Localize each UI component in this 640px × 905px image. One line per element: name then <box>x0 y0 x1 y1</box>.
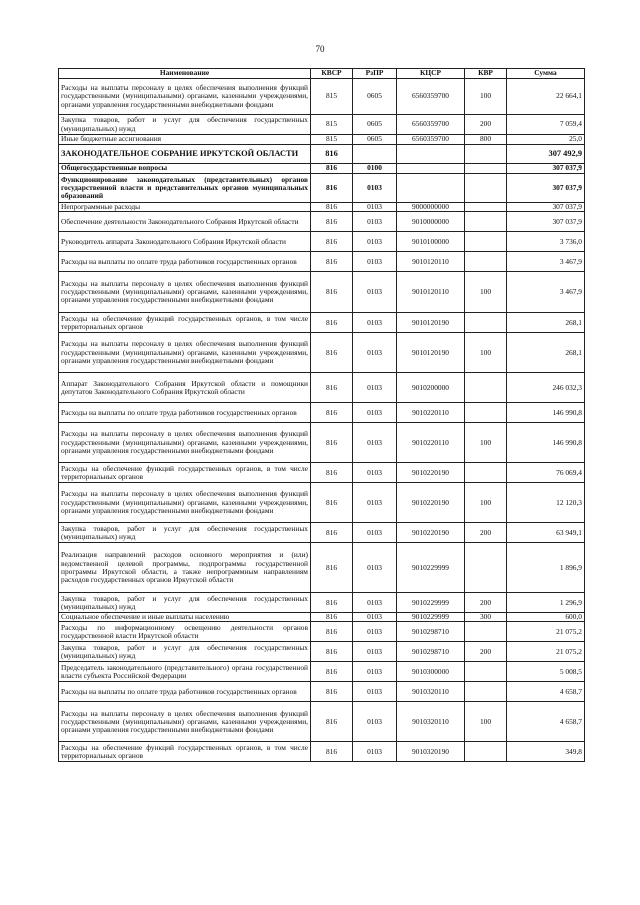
cell-kvsr: 816 <box>311 333 353 373</box>
cell-name: Общегосударственные вопросы <box>59 164 311 174</box>
cell-name: Закупка товаров, работ и услуг для обеспечения государственных (муниципальных) нужд <box>59 115 311 135</box>
cell-rzpr: 0103 <box>353 543 397 593</box>
cell-kvr <box>465 212 507 232</box>
cell-kvr: 100 <box>465 272 507 313</box>
cell-kvr <box>465 403 507 423</box>
cell-kcsr: 9010298710 <box>397 642 465 662</box>
table-row <box>59 313 585 333</box>
cell-kvsr: 816 <box>311 593 353 613</box>
cell-kvsr: 816 <box>311 164 353 174</box>
cell-sum: 63 949,1 <box>507 523 585 543</box>
cell-kvsr: 816 <box>311 232 353 252</box>
cell-sum: 3 736,0 <box>507 232 585 252</box>
cell-kvr <box>465 203 507 212</box>
table-row <box>59 272 585 313</box>
table-row <box>59 79 585 115</box>
cell-name: Закупка товаров, работ и услуг для обеспечения государственных (муниципальных) нужд <box>59 523 311 543</box>
cell-name: Расходы на выплаты персоналу в целях обеспечения выполнения функций государственными (муниципальными) органами, казенными учреждениями, органами управления государственными внебюджетными фондами <box>59 423 311 463</box>
cell-kvsr: 816 <box>311 212 353 232</box>
cell-kcsr: 9000000000 <box>397 203 465 212</box>
cell-sum: 307 037,9 <box>507 164 585 174</box>
table-row <box>59 483 585 523</box>
table-header-row <box>59 69 585 79</box>
table-row <box>59 463 585 483</box>
cell-name: Расходы по информационному освещению деятельности органов государственной власти Иркутской области <box>59 622 311 642</box>
cell-sum: 76 069,4 <box>507 463 585 483</box>
cell-name: Расходы на обеспечение функций государственных органов, в том числе территориальных органов <box>59 463 311 483</box>
cell-kcsr: 9010120190 <box>397 333 465 373</box>
table-row <box>59 613 585 622</box>
cell-kcsr: 6560359700 <box>397 79 465 115</box>
cell-sum: 268,1 <box>507 333 585 373</box>
cell-rzpr: 0103 <box>353 203 397 212</box>
cell-name: Иные бюджетные ассигнования <box>59 135 311 145</box>
cell-rzpr: 0103 <box>353 483 397 523</box>
cell-kvr <box>465 252 507 272</box>
cell-sum: 307 037,9 <box>507 203 585 212</box>
table-row <box>59 232 585 252</box>
cell-name: ЗАКОНОДАТЕЛЬНОЕ СОБРАНИЕ ИРКУТСКОЙ ОБЛАСТИ <box>59 145 311 164</box>
table-row <box>59 403 585 423</box>
cell-kvr: 100 <box>465 423 507 463</box>
table-row <box>59 164 585 174</box>
cell-kvr: 100 <box>465 483 507 523</box>
cell-rzpr: 0103 <box>353 373 397 403</box>
table-row <box>59 662 585 682</box>
table-row <box>59 642 585 662</box>
header-name: Наименование <box>59 69 311 79</box>
header-kvsr: КВСР <box>311 69 353 79</box>
cell-rzpr: 0103 <box>353 313 397 333</box>
cell-sum: 5 008,5 <box>507 662 585 682</box>
table-row <box>59 742 585 762</box>
cell-kvr <box>465 682 507 702</box>
cell-kcsr: 9010220190 <box>397 463 465 483</box>
cell-kvr: 300 <box>465 613 507 622</box>
cell-name: Функционирование законодательных (представительных) органов государственной власти и представительных органов муниципальных образований <box>59 174 311 203</box>
cell-kvsr: 816 <box>311 613 353 622</box>
cell-kvr <box>465 313 507 333</box>
cell-kvsr: 816 <box>311 543 353 593</box>
table-row <box>59 212 585 232</box>
cell-kcsr: 9010220110 <box>397 423 465 463</box>
cell-rzpr: 0103 <box>353 272 397 313</box>
cell-sum: 246 032,3 <box>507 373 585 403</box>
cell-rzpr: 0103 <box>353 403 397 423</box>
cell-kcsr: 9010320110 <box>397 682 465 702</box>
cell-kvsr: 816 <box>311 252 353 272</box>
cell-kvr: 200 <box>465 115 507 135</box>
cell-sum: 12 120,3 <box>507 483 585 523</box>
cell-kcsr: 9010320190 <box>397 742 465 762</box>
cell-kvsr: 816 <box>311 682 353 702</box>
table-row <box>59 682 585 702</box>
cell-sum: 21 075,2 <box>507 622 585 642</box>
cell-kcsr: 9010120110 <box>397 252 465 272</box>
cell-kvsr: 816 <box>311 145 353 164</box>
table-row <box>59 115 585 135</box>
cell-rzpr: 0103 <box>353 523 397 543</box>
cell-kvr <box>465 742 507 762</box>
cell-rzpr: 0103 <box>353 212 397 232</box>
table-row <box>59 543 585 593</box>
cell-kvsr: 816 <box>311 403 353 423</box>
cell-kcsr: 9010298710 <box>397 622 465 642</box>
cell-kvr <box>465 373 507 403</box>
cell-rzpr: 0103 <box>353 423 397 463</box>
cell-kvsr: 816 <box>311 483 353 523</box>
cell-kvr <box>465 145 507 164</box>
cell-name: Расходы на выплаты по оплате труда работников государственных органов <box>59 403 311 423</box>
cell-rzpr: 0103 <box>353 232 397 252</box>
cell-kvr: 100 <box>465 702 507 742</box>
cell-sum: 307 037,9 <box>507 212 585 232</box>
cell-name: Расходы на выплаты персоналу в целях обеспечения выполнения функций государственными (муниципальными) органами, казенными учреждениями, органами управления государственными внебюджетными фондами <box>59 483 311 523</box>
cell-sum: 21 075,2 <box>507 642 585 662</box>
cell-sum: 25,0 <box>507 135 585 145</box>
cell-kvr: 200 <box>465 642 507 662</box>
cell-kcsr: 9010220190 <box>397 523 465 543</box>
cell-kcsr: 9010120110 <box>397 272 465 313</box>
cell-kcsr <box>397 164 465 174</box>
header-kvr: КВР <box>465 69 507 79</box>
cell-name: Аппарат Законодательного Собрания Иркутской области и помощники депутатов Законодательного Собрания Иркутской области <box>59 373 311 403</box>
table-row <box>59 174 585 203</box>
cell-kvr <box>465 662 507 682</box>
cell-rzpr: 0103 <box>353 252 397 272</box>
table-body <box>59 79 585 762</box>
table-row <box>59 622 585 642</box>
table-row <box>59 135 585 145</box>
table-row <box>59 523 585 543</box>
cell-kvsr: 816 <box>311 662 353 682</box>
cell-name: Расходы на выплаты персоналу в целях обеспечения выполнения функций государственными (муниципальными) органами, казенными учреждениями, органами управления государственными внебюджетными фондами <box>59 702 311 742</box>
header-rzpr: РзПР <box>353 69 397 79</box>
table-row <box>59 593 585 613</box>
cell-kvsr: 816 <box>311 423 353 463</box>
table-row <box>59 145 585 164</box>
cell-name: Расходы на выплаты по оплате труда работников государственных органов <box>59 682 311 702</box>
cell-kvr: 200 <box>465 593 507 613</box>
cell-kcsr: 9010000000 <box>397 212 465 232</box>
cell-kvsr: 816 <box>311 373 353 403</box>
cell-kcsr <box>397 174 465 203</box>
cell-name: Обеспечение деятельности Законодательного Собрания Иркутской области <box>59 212 311 232</box>
cell-rzpr: 0103 <box>353 742 397 762</box>
table-row <box>59 373 585 403</box>
cell-kcsr: 9010200000 <box>397 373 465 403</box>
cell-sum: 1 296,9 <box>507 593 585 613</box>
table-row <box>59 423 585 463</box>
table-row <box>59 333 585 373</box>
cell-rzpr: 0103 <box>353 642 397 662</box>
cell-name: Социальное обеспечение и иные выплаты населению <box>59 613 311 622</box>
cell-sum: 307 492,9 <box>507 145 585 164</box>
cell-kvr <box>465 174 507 203</box>
cell-rzpr: 0103 <box>353 593 397 613</box>
cell-sum: 268,1 <box>507 313 585 333</box>
cell-kcsr: 6560359700 <box>397 115 465 135</box>
cell-sum: 600,0 <box>507 613 585 622</box>
cell-kvr: 100 <box>465 79 507 115</box>
cell-sum: 4 658,7 <box>507 682 585 702</box>
cell-rzpr: 0103 <box>353 682 397 702</box>
cell-kvr <box>465 164 507 174</box>
cell-kvsr: 816 <box>311 272 353 313</box>
cell-kvr: 800 <box>465 135 507 145</box>
cell-kvsr: 815 <box>311 79 353 115</box>
cell-sum: 3 467,9 <box>507 252 585 272</box>
cell-kvsr: 816 <box>311 622 353 642</box>
cell-sum: 146 990,8 <box>507 423 585 463</box>
table-row <box>59 203 585 212</box>
cell-name: Расходы на выплаты персоналу в целях обеспечения выполнения функций государственными (муниципальными) органами, казенными учреждениями, органами управления государственными внебюджетными фондами <box>59 79 311 115</box>
cell-kcsr: 9010229999 <box>397 593 465 613</box>
cell-kvsr: 816 <box>311 742 353 762</box>
page-number: 70 <box>315 44 325 54</box>
table-row <box>59 702 585 742</box>
cell-name: Председатель законодательного (представительного) органа государственной власти субъекта Российской Федерации <box>59 662 311 682</box>
cell-sum: 22 664,1 <box>507 79 585 115</box>
cell-kvsr: 816 <box>311 313 353 333</box>
cell-rzpr: 0103 <box>353 174 397 203</box>
cell-kvsr: 816 <box>311 523 353 543</box>
cell-rzpr: 0103 <box>353 613 397 622</box>
cell-sum: 349,8 <box>507 742 585 762</box>
cell-kcsr: 9010220190 <box>397 483 465 523</box>
cell-name: Непрограммные расходы <box>59 203 311 212</box>
cell-sum: 307 037,9 <box>507 174 585 203</box>
cell-rzpr: 0103 <box>353 622 397 642</box>
cell-kvr <box>465 622 507 642</box>
cell-kcsr: 9010300000 <box>397 662 465 682</box>
cell-sum: 7 059,4 <box>507 115 585 135</box>
budget-table <box>58 68 585 762</box>
cell-name: Руководитель аппарата Законодательного Собрания Иркутской области <box>59 232 311 252</box>
cell-sum: 1 896,9 <box>507 543 585 593</box>
cell-kvr: 200 <box>465 523 507 543</box>
cell-sum: 146 990,8 <box>507 403 585 423</box>
header-kcsr: КЦСР <box>397 69 465 79</box>
cell-sum: 3 467,9 <box>507 272 585 313</box>
cell-rzpr: 0103 <box>353 662 397 682</box>
cell-rzpr: 0100 <box>353 164 397 174</box>
cell-rzpr <box>353 145 397 164</box>
cell-kvr <box>465 463 507 483</box>
cell-name: Закупка товаров, работ и услуг для обеспечения государственных (муниципальных) нужд <box>59 593 311 613</box>
cell-rzpr: 0103 <box>353 702 397 742</box>
cell-kvsr: 816 <box>311 642 353 662</box>
cell-kvr <box>465 543 507 593</box>
cell-kcsr: 9010229999 <box>397 613 465 622</box>
cell-kvsr: 816 <box>311 463 353 483</box>
cell-kvsr: 816 <box>311 702 353 742</box>
cell-kvsr: 815 <box>311 135 353 145</box>
cell-rzpr: 0605 <box>353 79 397 115</box>
cell-kvr <box>465 232 507 252</box>
cell-rzpr: 0103 <box>353 463 397 483</box>
cell-name: Расходы на выплаты персоналу в целях обеспечения выполнения функций государственными (муниципальными) органами, казенными учреждениями, органами управления государственными внебюджетными фондами <box>59 272 311 313</box>
cell-name: Расходы на обеспечение функций государственных органов, в том числе территориальных органов <box>59 313 311 333</box>
cell-rzpr: 0103 <box>353 333 397 373</box>
cell-kcsr: 9010220110 <box>397 403 465 423</box>
cell-kcsr: 6560359700 <box>397 135 465 145</box>
cell-kcsr: 9010320110 <box>397 702 465 742</box>
cell-kcsr: 9010100000 <box>397 232 465 252</box>
cell-name: Закупка товаров, работ и услуг для обеспечения государственных (муниципальных) нужд <box>59 642 311 662</box>
cell-kcsr: 9010229999 <box>397 543 465 593</box>
table-row <box>59 252 585 272</box>
cell-kcsr <box>397 145 465 164</box>
cell-name: Расходы на выплаты персоналу в целях обеспечения выполнения функций государственными (муниципальными) органами, казенными учреждениями, органами управления государственными внебюджетными фондами <box>59 333 311 373</box>
header-sum: Сумма <box>507 69 585 79</box>
cell-kvsr: 816 <box>311 203 353 212</box>
cell-name: Расходы на выплаты по оплате труда работников государственных органов <box>59 252 311 272</box>
cell-name: Расходы на обеспечение функций государственных органов, в том числе территориальных органов <box>59 742 311 762</box>
cell-kvr: 100 <box>465 333 507 373</box>
cell-kvsr: 816 <box>311 174 353 203</box>
cell-kvsr: 815 <box>311 115 353 135</box>
cell-rzpr: 0605 <box>353 135 397 145</box>
cell-sum: 4 658,7 <box>507 702 585 742</box>
cell-kcsr: 9010120190 <box>397 313 465 333</box>
cell-name: Реализация направлений расходов основного мероприятия и (или) ведомственной целевой программы, подпрограммы государственной программы Иркутской области, а также непрограммным направлениям расходов государственных органов Иркутской области <box>59 543 311 593</box>
cell-rzpr: 0605 <box>353 115 397 135</box>
